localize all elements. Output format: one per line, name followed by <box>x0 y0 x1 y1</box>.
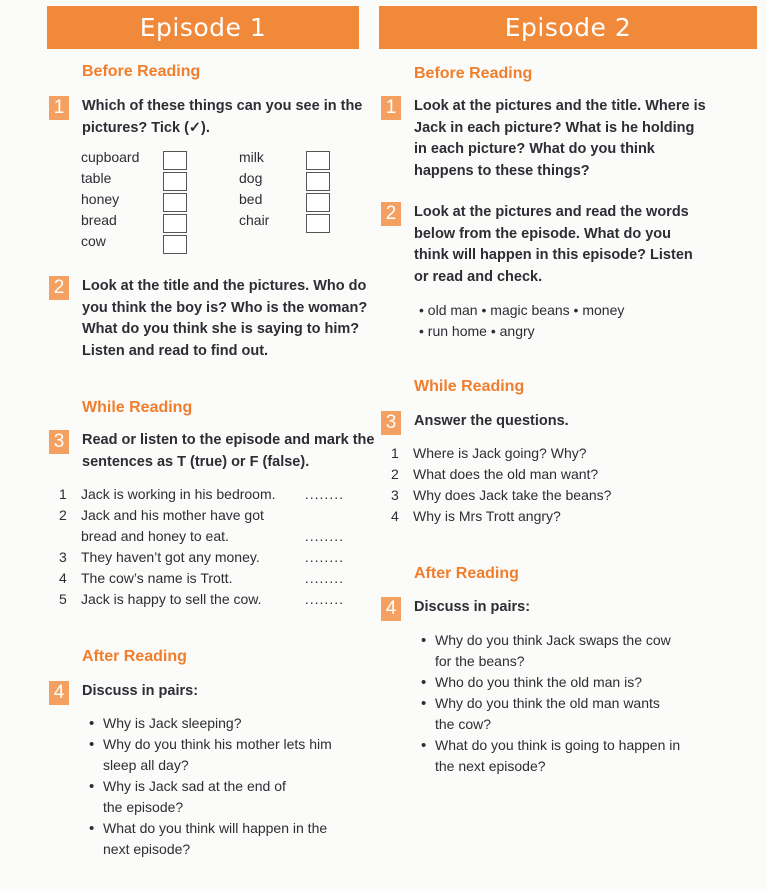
episode-1-banner: Episode 1 <box>47 6 359 49</box>
tick-item-label: bed <box>239 191 263 207</box>
ep1-q3-text: Read or listen to the episode and mark the sentences as T (true) or F (false). <box>82 432 375 470</box>
episode-2-banner: Episode 2 <box>379 6 757 49</box>
tick-checkbox[interactable] <box>163 193 187 212</box>
ep1-q1-text: Which of these things can you see in the pictures? Tick (✓). <box>82 98 363 136</box>
item-text: Jack is working in his bedroom. <box>81 486 276 502</box>
ep2-question-list <box>391 443 671 527</box>
ep1-question-4 <box>47 681 382 703</box>
episode-2-column <box>379 0 757 774</box>
answer-blank[interactable]: ........ <box>304 528 344 544</box>
item-number: 4 <box>391 508 399 524</box>
item-text: What does the old man want? <box>413 466 599 482</box>
ep2-question-2 <box>379 202 704 288</box>
ep1-q4-text: Discuss in pairs: <box>82 683 199 699</box>
ep1-before-reading-heading: Before Reading <box>82 63 201 80</box>
tick-item-label: table <box>81 170 112 186</box>
item-text: Why does Jack take the beans? <box>413 487 612 503</box>
list-item <box>59 547 344 568</box>
list-item: • Why do you think Jack swaps the cow for the beans? <box>419 630 679 672</box>
ep1-q1-number: 1 <box>49 96 69 120</box>
item-number: 3 <box>391 487 399 503</box>
list-item <box>391 506 671 527</box>
list-item <box>391 464 671 485</box>
tick-checkbox[interactable] <box>306 151 330 170</box>
ep1-true-false-list <box>59 484 344 610</box>
ep2-q2-text: Look at the pictures and read the words below from the episode. What do you think will happen in this episode? Listen or read and check. <box>414 204 693 285</box>
answer-blank[interactable]: ........ <box>304 591 344 607</box>
ep2-word-list <box>419 300 719 342</box>
item-text: Where is Jack going? Why? <box>413 445 587 461</box>
ep2-q4-text: Discuss in pairs: <box>414 599 531 615</box>
ep1-q2-text: Look at the title and the pictures. Who do you think the boy is? Who is the woman? What do you think she is saying to him? Listen and read to find out. <box>82 278 368 359</box>
list-item: • What do you think is going to happen in the next episode? <box>419 735 685 777</box>
item-number: 2 <box>59 507 67 523</box>
tick-item-label: honey <box>81 191 120 207</box>
ep1-question-3 <box>47 430 387 473</box>
item-text: Why is Mrs Trott angry? <box>413 508 561 524</box>
list-item <box>59 589 344 610</box>
ep2-before-reading-heading: Before Reading <box>414 65 533 82</box>
tick-item-label: chair <box>239 212 270 228</box>
ep2-question-1 <box>379 96 709 182</box>
list-item <box>59 568 344 589</box>
item-number: 1 <box>391 445 399 461</box>
tick-item-label: bread <box>81 212 117 228</box>
item-number: 2 <box>391 466 399 482</box>
ep1-after-reading-heading: After Reading <box>82 648 187 665</box>
list-item <box>391 485 671 506</box>
word-list-line: • run home • angry <box>419 323 535 339</box>
list-item: • Why do you think the old man wants the cow? <box>419 693 675 735</box>
ep1-q2-number: 2 <box>49 276 69 300</box>
ep2-after-reading-heading: After Reading <box>414 565 519 582</box>
ep2-question-3 <box>379 411 714 433</box>
list-item <box>59 505 344 547</box>
item-text: Jack and his mother have got bread and honey to eat. <box>81 507 264 544</box>
ep2-question-4 <box>379 597 714 619</box>
item-number: 3 <box>59 549 67 565</box>
ep2-q3-number: 3 <box>381 411 401 435</box>
item-number: 1 <box>59 486 67 502</box>
item-text: The cow’s name is Trott. <box>81 570 233 586</box>
tick-item-label: cupboard <box>81 149 140 165</box>
ep2-discussion-list <box>419 630 679 777</box>
tick-checkbox[interactable] <box>306 172 330 191</box>
ep1-q3-number: 3 <box>49 430 69 454</box>
tick-checkbox[interactable] <box>163 214 187 233</box>
ep2-while-reading-heading: While Reading <box>414 378 525 395</box>
list-item <box>59 484 344 505</box>
tick-item-label: milk <box>239 149 264 165</box>
tick-checkbox[interactable] <box>163 235 187 254</box>
tick-checkbox[interactable] <box>306 214 330 233</box>
item-text: Jack is happy to sell the cow. <box>81 591 262 607</box>
ep2-q1-text: Look at the pictures and the title. Where is Jack in each picture? What is he holding in each picture? What do you think happens to these things? <box>414 98 706 179</box>
list-item: • Why do you think his mother lets him sleep all day? <box>87 734 357 776</box>
item-number: 5 <box>59 591 67 607</box>
ep2-q4-number: 4 <box>381 597 401 621</box>
ep2-q3-text: Answer the questions. <box>414 413 569 429</box>
answer-blank[interactable]: ........ <box>304 570 344 586</box>
tick-checkbox[interactable] <box>163 172 187 191</box>
answer-blank[interactable]: ........ <box>304 549 344 565</box>
ep2-q1-number: 1 <box>381 96 401 120</box>
item-number: 4 <box>59 570 67 586</box>
ep1-while-reading-heading: While Reading <box>82 399 193 416</box>
list-item: • Why is Jack sad at the end of the episode? <box>87 776 303 818</box>
answer-blank[interactable]: ........ <box>304 486 344 502</box>
ep2-q2-number: 2 <box>381 202 401 226</box>
ep1-q4-number: 4 <box>49 681 69 705</box>
list-item: • Who do you think the old man is? <box>419 672 679 693</box>
item-text: They haven’t got any money. <box>81 549 260 565</box>
ep1-question-1 <box>47 96 382 139</box>
episode-1-column <box>47 0 375 857</box>
tick-checkbox[interactable] <box>163 151 187 170</box>
list-item <box>391 443 671 464</box>
word-list-line: • old man • magic beans • money <box>419 302 625 318</box>
ep1-question-2 <box>47 276 387 362</box>
tick-item-label: dog <box>239 170 263 186</box>
ep1-discussion-list <box>87 713 357 860</box>
tick-item-label: cow <box>81 233 106 249</box>
tick-checkbox[interactable] <box>306 193 330 212</box>
ep1-tick-list <box>81 149 381 254</box>
list-item: • What do you think will happen in the next episode? <box>87 818 343 860</box>
list-item: • Why is Jack sleeping? <box>87 713 357 734</box>
